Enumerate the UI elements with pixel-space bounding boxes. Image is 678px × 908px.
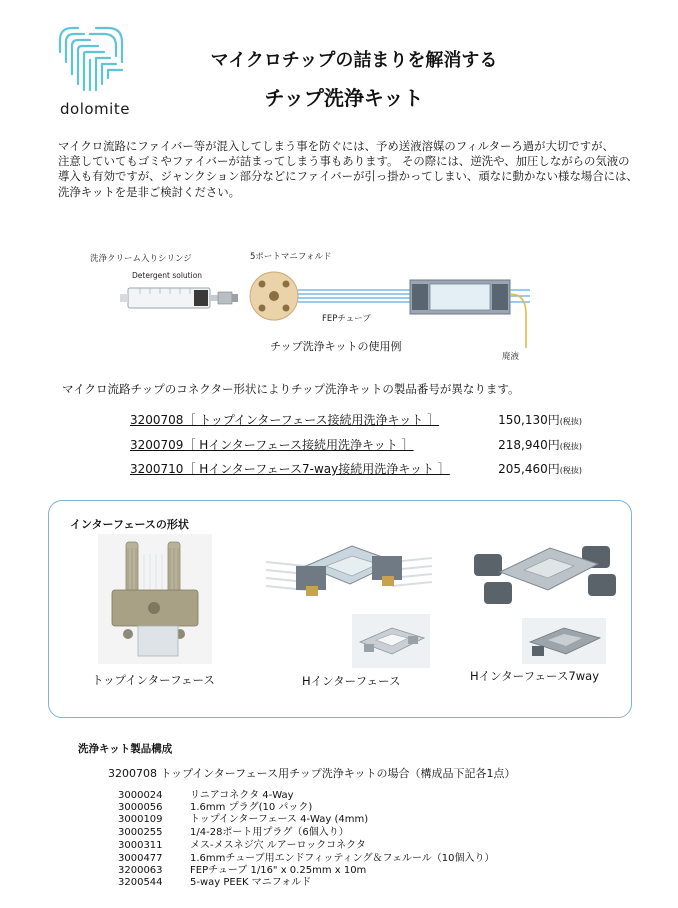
diagram-drawing bbox=[90, 244, 610, 364]
component-row: 3200544 5-way PEEK マニフォルド bbox=[118, 877, 312, 888]
brand-name: dolomite bbox=[60, 100, 130, 118]
h-interface-part-image bbox=[352, 614, 430, 668]
product-price: 218,940円(税抜) bbox=[498, 438, 582, 452]
intro-paragraph: マイクロ流路にファイバー等が混入してしまう事を防ぐには、予め送液溶媒のフィルターろ過が大切ですが、 注意していてもゴミやファイバーが詰まってしまう事もあります。 その際には、逆洗や、加圧しながらの気液の 導入も有効ですが、ジャンクション部分などにファイバーが引っ掛かってしまい、頑なに動かない様な場合には、 洗浄キットを是非ご検討ください。 bbox=[58, 139, 638, 199]
waste-label: 廃液 bbox=[502, 352, 520, 362]
diagram-caption: チップ洗浄キットの使用例 bbox=[270, 340, 402, 353]
product-label: 3200709［ Hインターフェース接続用洗浄キット ］ bbox=[130, 438, 414, 452]
h-interface-7way-image bbox=[470, 536, 620, 618]
caption-h-interface-7way: Hインターフェース7way bbox=[470, 669, 600, 683]
manifold-label: 5ポートマニフォルド bbox=[250, 252, 332, 262]
h-interface-image bbox=[266, 536, 432, 620]
components-heading: 洗浄キット製品構成 bbox=[78, 743, 173, 755]
syringe-label: 洗浄クリーム入りシリンジ bbox=[90, 254, 192, 264]
page-title: マイクロチップの詰まりを解消する bbox=[210, 50, 498, 71]
page-subtitle: チップ洗浄キット bbox=[264, 86, 424, 110]
product-note: マイクロ流路チップのコネクター形状によりチップ洗浄キットの製品番号が異なります。 bbox=[62, 382, 520, 396]
manifold-icon bbox=[250, 272, 298, 320]
product-label: 3200708［ トップインターフェース接続用洗浄キット ］ bbox=[130, 413, 440, 427]
interface-panel-title: インターフェースの形状 bbox=[70, 518, 189, 531]
product-row bbox=[130, 460, 590, 477]
tube-label: FEPチューブ bbox=[322, 314, 371, 324]
component-row: 3200063 FEPチューブ 1/16" x 0.25mm x 10m bbox=[118, 865, 367, 876]
product-row bbox=[130, 436, 590, 453]
chip-icon bbox=[410, 280, 510, 314]
component-row: 3000056 1.6mm プラグ(10 パック) bbox=[118, 802, 313, 813]
component-row: 3000024 リニアコネクタ 4-Way bbox=[118, 790, 294, 801]
component-row: 3000255 1/4-28ポート用プラグ（6個入り） bbox=[118, 827, 349, 838]
product-row bbox=[130, 411, 590, 428]
product-price: 205,460円(税抜) bbox=[498, 462, 582, 476]
caption-top-interface: トップインターフェース bbox=[92, 673, 215, 687]
kit-description: 3200708 トップインターフェース用チップ洗浄キットの場合（構成品下記各1点） bbox=[108, 767, 516, 780]
caption-h-interface: Hインターフェース bbox=[302, 674, 401, 688]
component-row: 3000311 メス-メスネジ穴 ルアーロックコネクタ bbox=[118, 840, 366, 851]
h-interface-7way-part-image bbox=[522, 618, 606, 664]
usage-diagram bbox=[90, 244, 610, 364]
component-row: 3000109 トップインターフェース 4-Way (4mm) bbox=[118, 814, 369, 825]
connector-icon bbox=[218, 292, 238, 304]
top-interface-image bbox=[98, 534, 212, 664]
detergent-label: Detergent solution bbox=[132, 271, 203, 280]
component-row: 3000477 1.6mmチューブ用エンドフィッティング＆フェルール（10個入り） bbox=[118, 853, 495, 864]
product-label: 3200710［ Hインターフェース7-way接続用洗浄キット ］ bbox=[130, 462, 450, 476]
product-price: 150,130円(税抜) bbox=[498, 413, 582, 427]
syringe-icon bbox=[120, 288, 218, 308]
